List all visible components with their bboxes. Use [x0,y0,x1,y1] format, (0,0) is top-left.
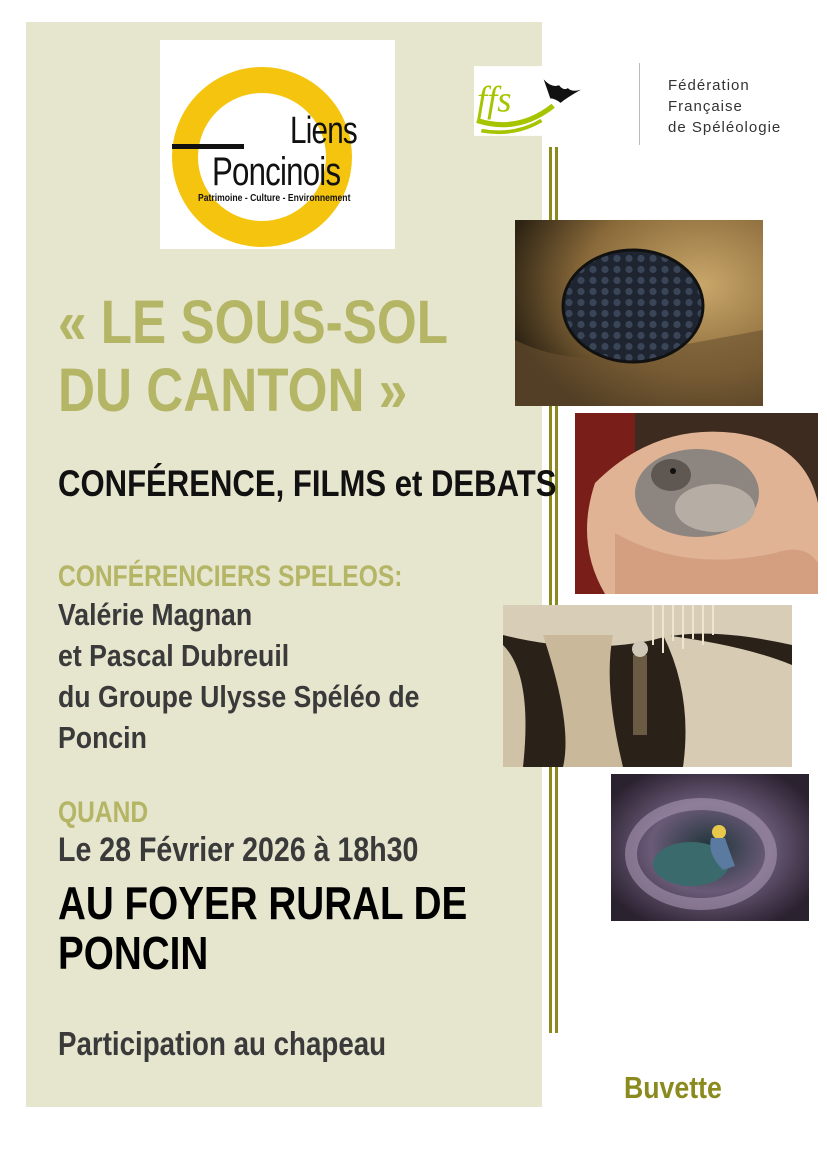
title-line: DU CANTON » [58,356,408,424]
logo-tagline: Patrimoine - Culture - Environnement [198,193,351,204]
ffs-divider [639,63,640,145]
speakers-line: du Groupe Ulysse Spéléo de [58,679,420,714]
event-place [58,878,467,978]
logo-dash [172,144,244,149]
speakers-line: Valérie Magnan [58,597,253,632]
speakers-line: et Pascal Dubreuil [58,638,290,673]
ffs-name [668,75,781,138]
event-date: Le 28 Février 2026 à 18h30 [58,831,419,869]
cave-tunnel-caver-photo [611,774,809,921]
ffs-name-line: Fédération [668,77,750,94]
place-line: AU FOYER RURAL DE [58,877,468,929]
cave-formation-photo [515,220,763,406]
ffs-logo [474,55,814,150]
when-heading: QUAND [58,796,149,829]
title-line: « LE SOUS-SOL [58,288,449,356]
dormouse-in-hands-photo [575,413,818,594]
logo-line2: Poncinois [212,150,341,194]
participation-note: Participation au chapeau [58,1025,387,1062]
liens-poncinois-logo [160,40,395,249]
speakers-list [58,594,419,758]
ffs-name-line: Française [668,98,743,115]
buvette-label: Buvette [624,1070,722,1105]
event-title [58,288,453,424]
event-subtitle: CONFÉRENCE, FILMS et DEBATS [58,463,557,504]
speakers-line: Poncin [58,720,147,755]
logo-line1: Liens [290,110,357,152]
speakers-heading: CONFÉRENCIERS SPELEOS: [58,560,403,593]
place-line: PONCIN [58,927,209,979]
ffs-name-line: de Spéléologie [668,119,782,136]
stalactite-cave-explorer-photo [503,605,792,767]
ffs-mark: ffs [476,78,512,120]
ffs-bat-icon [474,55,584,147]
